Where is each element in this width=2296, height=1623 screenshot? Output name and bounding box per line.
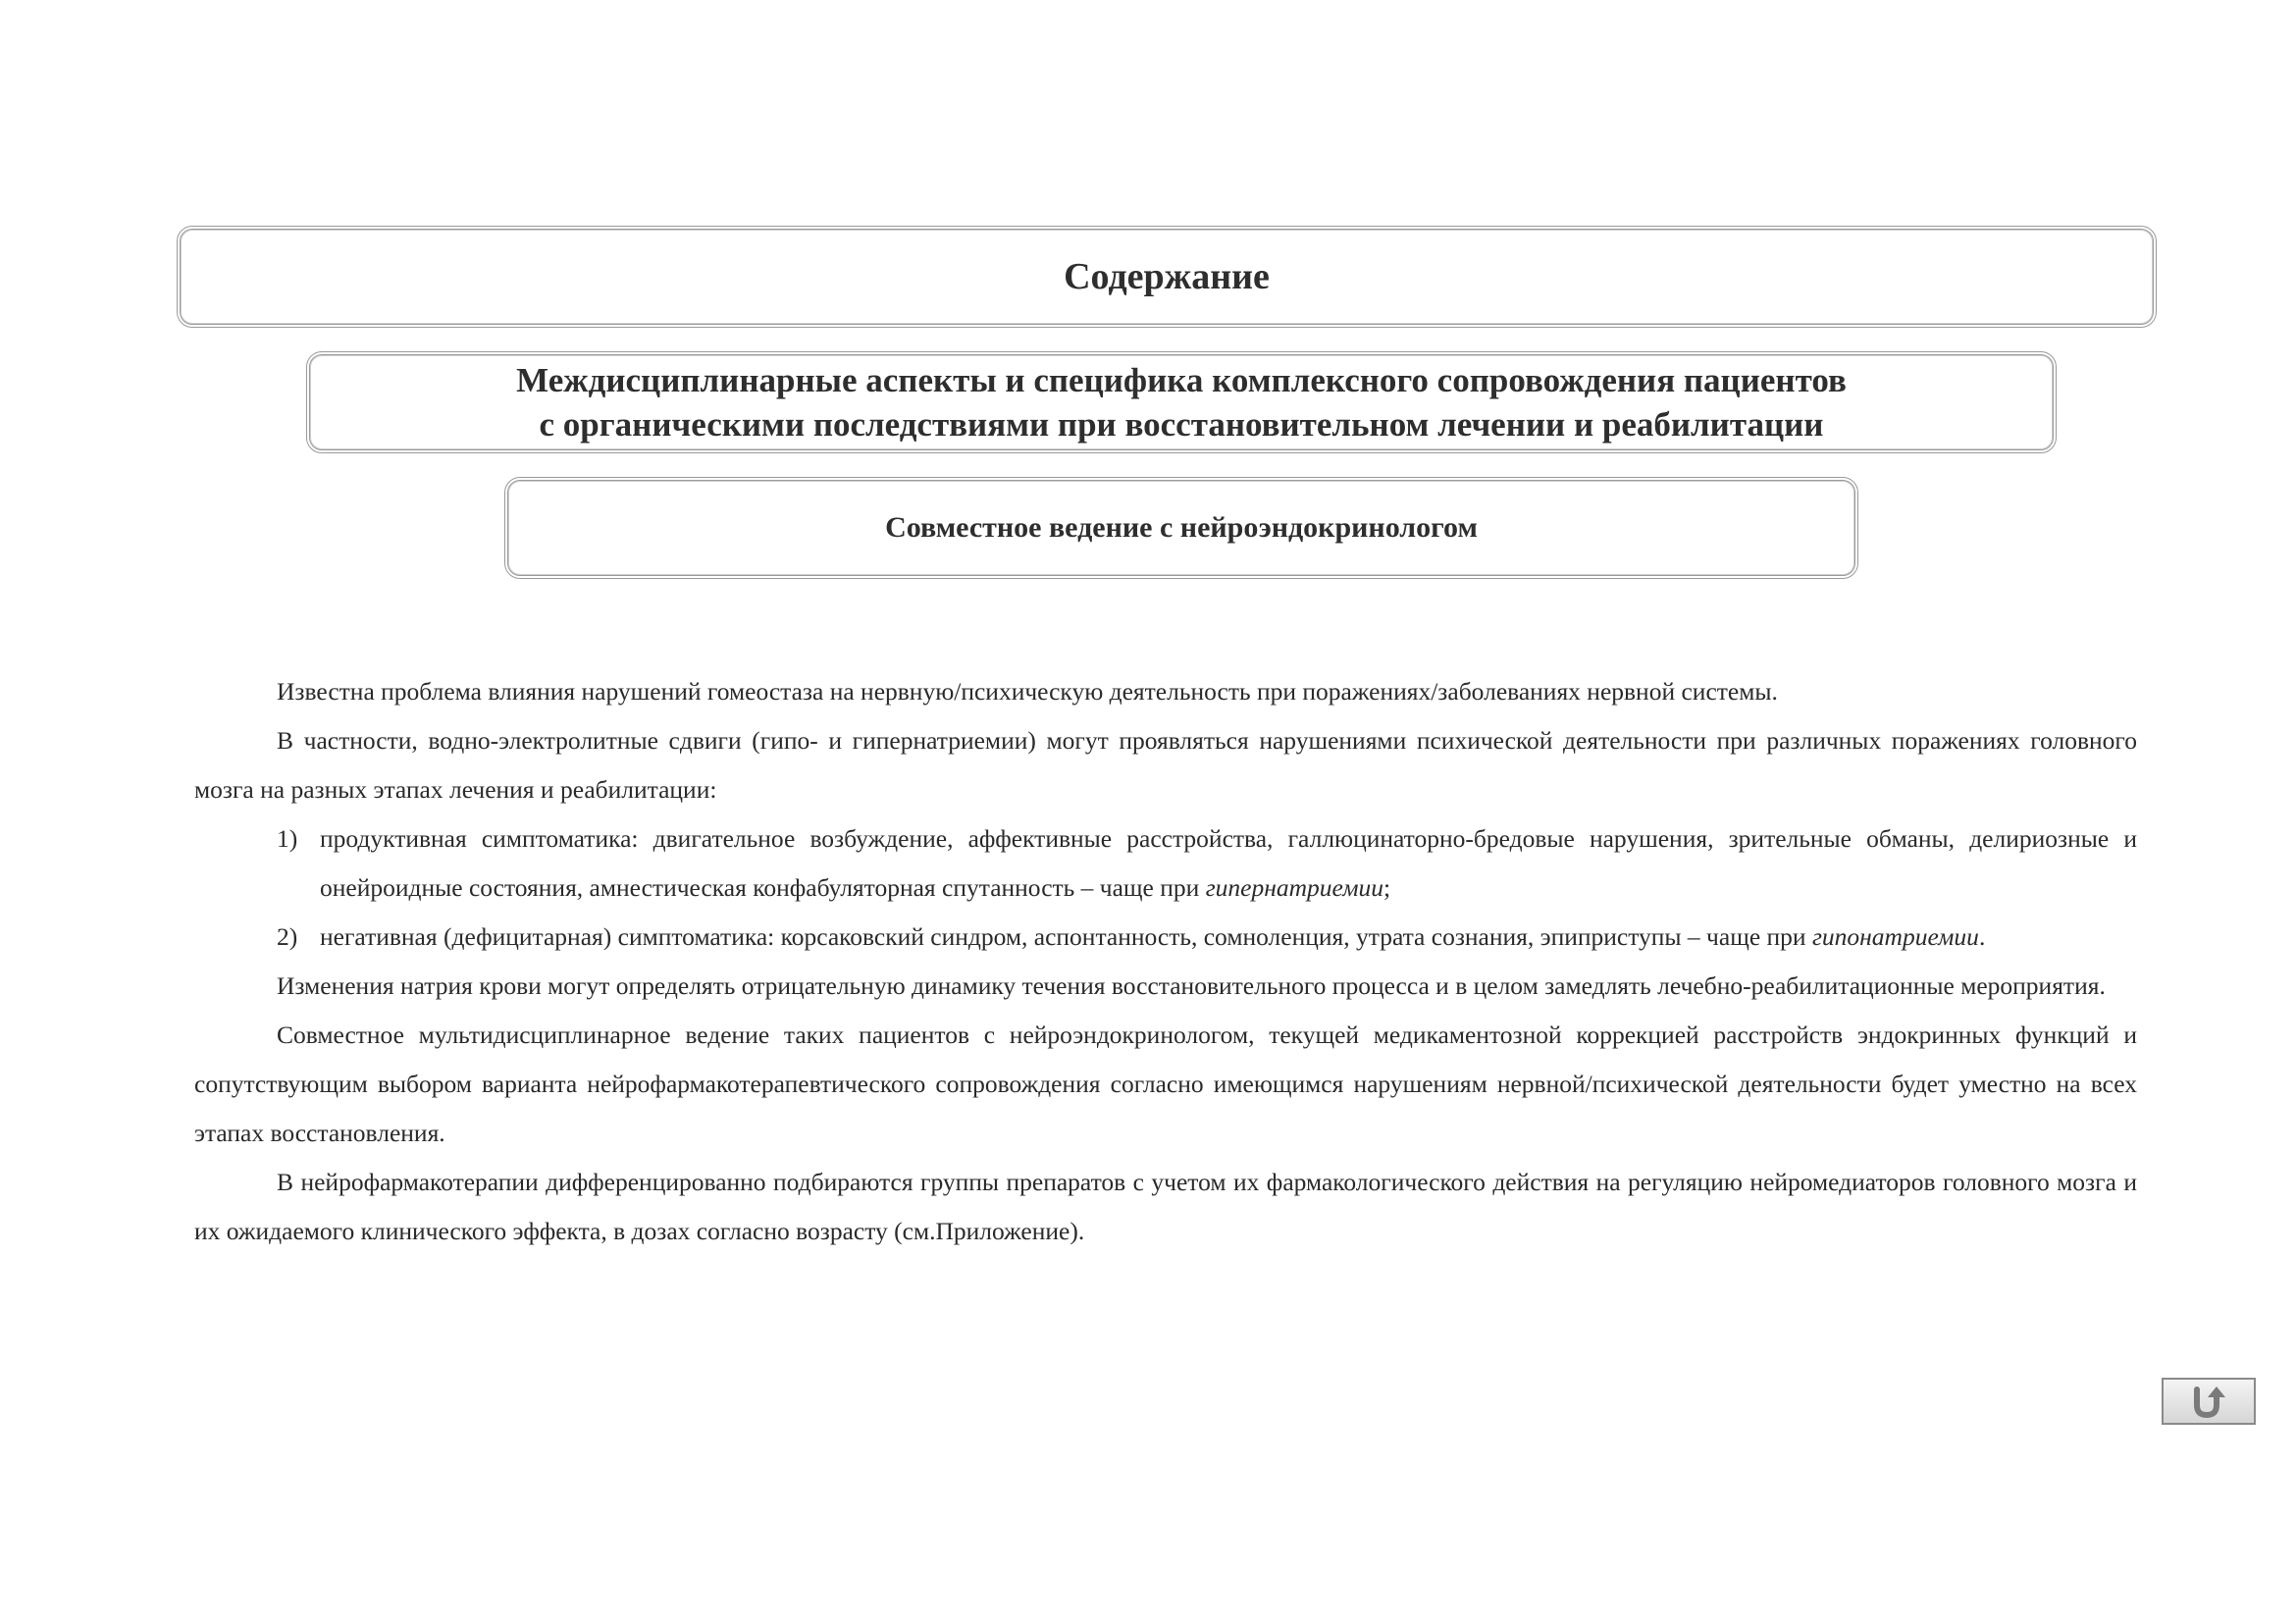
list-item-1 bbox=[194, 814, 2137, 913]
contents-title-frame bbox=[177, 226, 2157, 328]
section-title-frame bbox=[306, 351, 2057, 453]
paragraph-4: Совместное мультидисциплинарное ведение таких пациентов с нейроэндокринологом, текущей медикаментозной коррекцией расстройств эндокринных функций и сопутствующим выбором варианта нейрофармакотерапевтического сопровождения согласно имеющимся нарушениям нервной/психической деятельности будет уместно на всех этапах восстановления. bbox=[194, 1021, 2137, 1147]
back-to-contents-button[interactable] bbox=[2162, 1378, 2256, 1425]
paragraph-2: В частности, водно-электролитные сдвиги (гипо- и гипернатриемии) могут проявляться нарушениями психической деятельности при различных поражениях головного мозга на разных этапах лечения и реабилитации: bbox=[194, 726, 2137, 804]
list-item-emphasis: гипернатриемии bbox=[1205, 873, 1383, 902]
list-item-emphasis: гипонатриемии bbox=[1811, 922, 1979, 951]
body-text bbox=[194, 667, 2137, 1256]
list-item-text: негативная (дефицитарная) симптоматика: корсаковский синдром, аспонтанность, сомноленция, утрата сознания, эпиприступы – чаще при гипонатриемии. bbox=[320, 922, 1986, 951]
paragraph-3: Изменения натрия крови могут определять отрицательную динамику течения восстановительного процесса и в целом замедлять лечебно-реабилитационные мероприятия. bbox=[277, 971, 2106, 1000]
section-title-line-2: с органическими последствиями при восстановительном лечении и реабилитации bbox=[539, 405, 1824, 444]
paragraph-1: Известна проблема влияния нарушений гомеостаза на нервную/психическую деятельность при поражениях/заболеваниях нервной системы. bbox=[277, 677, 1778, 706]
list-item-2 bbox=[194, 913, 2137, 962]
list-item-text: продуктивная симптоматика: двигательное возбуждение, аффективные расстройства, галлюцинаторно-бредовые нарушения, зрительные обманы, делириозные и онейроидные состояния, амнестическая конфабуляторная спутанность – чаще при гипернатриемии; bbox=[320, 824, 2137, 902]
contents-title: Содержание bbox=[1064, 256, 1270, 297]
u-turn-arrow-icon bbox=[2189, 1384, 2228, 1419]
section-title-line-1: Междисциплинарные аспекты и специфика комплексного сопровождения пациентов bbox=[516, 361, 1847, 399]
paragraph-5: В нейрофармакотерапии дифференцированно подбираются группы препаратов с учетом их фармакологического действия на регуляцию нейромедиаторов головного мозга и их ожидаемого клинического эффекта, в дозах согласно возрасту (см.Приложение). bbox=[194, 1168, 2137, 1245]
subsection-title-frame bbox=[504, 477, 1858, 579]
subsection-title: Совместное ведение с нейроэндокринологом bbox=[885, 511, 1478, 544]
list-item-number: 1) bbox=[277, 824, 298, 853]
list-item-number: 2) bbox=[277, 922, 298, 951]
